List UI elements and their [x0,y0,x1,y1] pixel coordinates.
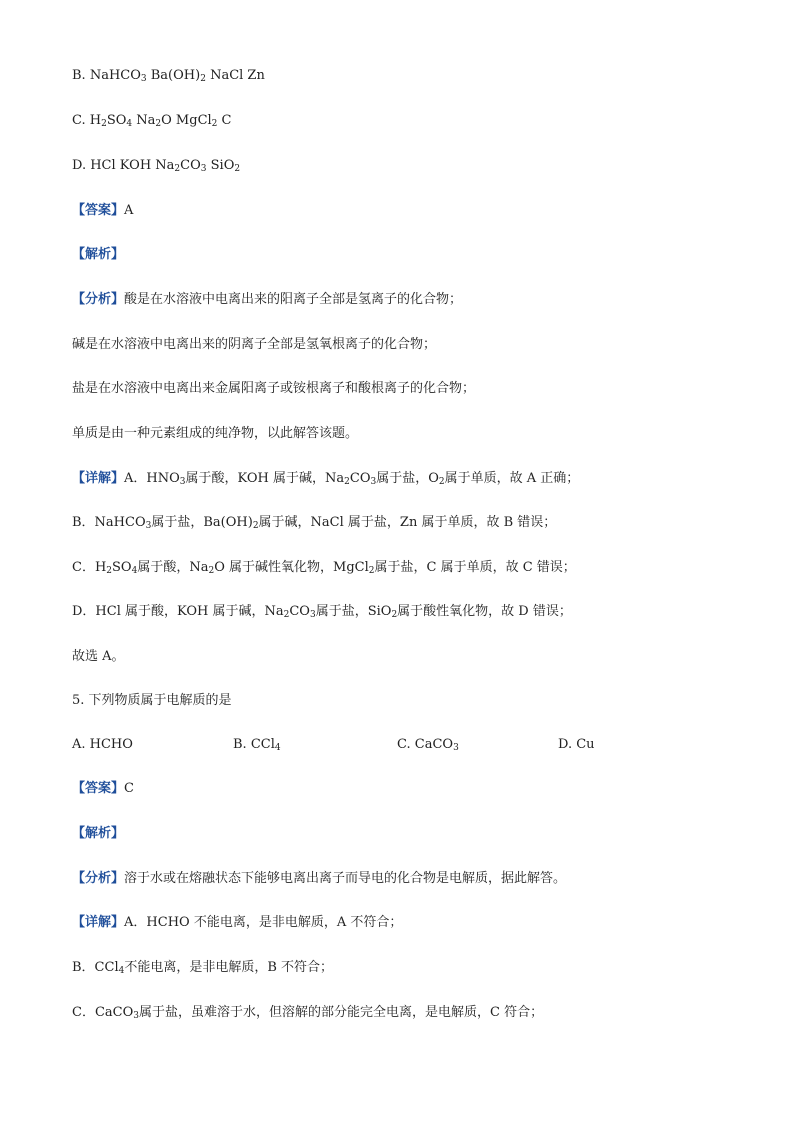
q4-detail-d: D．HCl 属于酸，KOH 属于碱，$Na_2CO_3$属于盐，SiO$_2$属于酸性氧化物，故 D 错误； [72,604,572,620]
q4-detail-c: C．$H_2SO_4$属于酸，$Na_2O$ 属于碱性氧化物，MgCl$_2$属于盐，C 属于单质，故 C 错误； [72,560,576,576]
q4-analysis-4: 单质是由一种元素组成的纯净物，以此解答该题。 [72,426,359,441]
q4-option-b: B. NaHCO$_3$ $Ba(OH)_2$ NaCl Zn [72,68,265,84]
q4-analysis-3: 盐是在水溶液中电离出来金属阳离子或铵根离子和酸根离子的化合物； [72,381,476,396]
q4-answer [72,203,133,219]
q4-option-c: C. $H_2SO_4$ $Na_2O$ MgCl$_2$ C [72,113,232,129]
q5-answer [72,781,134,797]
answer-value: A [124,203,134,218]
q5-option-b: B. CCl$_4$ [233,737,281,753]
q4-explanation-heading: 【解析】 [72,247,125,262]
q4-conclusion: 故选 A。 [72,649,125,664]
answer-tag: 【答案】 [72,781,125,796]
q5-stem: 5. 下列物质属于电解质的是 [72,693,232,708]
q4-analysis-1: 【分析】酸是在水溶液中电离出来的阳离子全部是氢离子的化合物； [72,292,463,307]
q4-option-d: D. HCl KOH $Na_2CO_3$ SiO$_2$ [72,158,241,174]
answer-value: C [124,781,134,796]
q4-analysis-2: 碱是在水溶液中电离出来的阴离子全部是氢氧根离子的化合物； [72,337,437,352]
q4-detail-b: B．NaHCO$_3$属于盐，$Ba(OH)_2$属于碱，NaCl 属于盐，Zn 属于单质，故 B 错误； [72,515,557,531]
q5-analysis-1: 【分析】溶于水或在熔融状态下能够电离出离子而导电的化合物是电解质，据此解答。 [72,871,567,886]
q4-detail-a: 【详解】A．$HNO_3$属于酸，KOH 属于碱，$Na_2CO_3$属于盐，$O_2$属于单质，故 A 正确； [72,471,580,487]
answer-tag: 【答案】 [72,203,125,218]
q5-option-c: C. CaCO$_3$ [397,737,459,753]
q5-option-a: A. HCHO [72,737,133,752]
q5-option-d: D. Cu [558,737,595,752]
q5-explanation-heading: 【解析】 [72,826,125,841]
q5-detail-a: 【详解】A．HCHO 不能电离，是非电解质，A 不符合； [72,915,403,930]
q5-detail-c: C．CaCO$_3$属于盐，虽难溶于水，但溶解的部分能完全电离，是电解质，C 符合； [72,1005,544,1021]
q5-detail-b: B．CCl$_4$不能电离，是非电解质，B 不符合； [72,960,334,976]
